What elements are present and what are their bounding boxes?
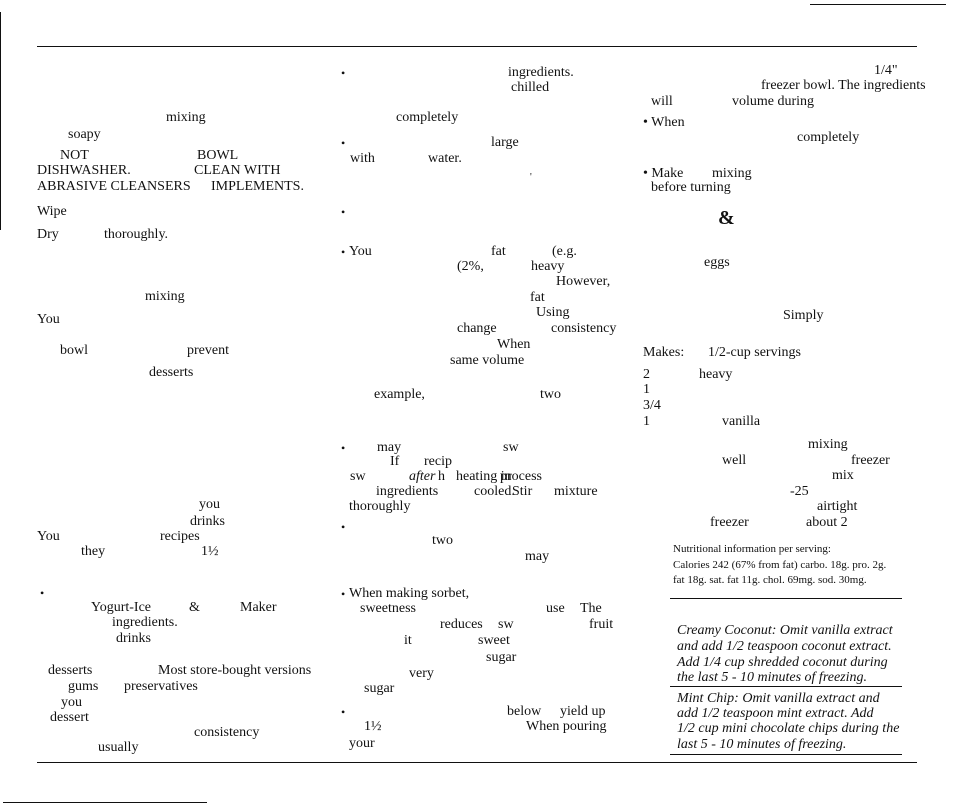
text: mixing (808, 437, 848, 452)
variation-rule-middle (670, 686, 902, 687)
text: well (722, 453, 747, 468)
text: 3/4 (643, 398, 661, 413)
text: you (199, 497, 220, 512)
text: When (497, 337, 531, 352)
text: mixing (166, 110, 206, 125)
text: you (61, 695, 82, 710)
text: 2 (643, 367, 650, 382)
text: ingredients (376, 484, 439, 499)
text: recip (424, 454, 452, 469)
text: fat (491, 244, 506, 259)
variation-rule-top (670, 598, 902, 599)
text: gums (68, 679, 99, 694)
ampersand: & (718, 207, 735, 229)
text: thoroughly. (104, 227, 169, 242)
variation-line: Creamy Coconut: Omit vanilla extract (677, 623, 893, 638)
text: If (390, 454, 400, 469)
text: h (438, 469, 445, 484)
text: may (525, 549, 550, 564)
variation-line: and add 1/2 teaspoon coconut extract. (677, 639, 892, 654)
text: two (540, 387, 561, 402)
text: sugar (486, 650, 517, 665)
text: it (404, 633, 412, 648)
text: dessert (50, 710, 89, 725)
text: consistency (194, 725, 260, 740)
text: sweetness (360, 601, 416, 616)
text: Stir (512, 484, 533, 499)
bullet: • (341, 136, 346, 150)
text: bowl (60, 343, 88, 358)
text: chilled (511, 80, 550, 95)
text: You (37, 529, 60, 544)
top-right-rule (810, 4, 946, 5)
text: they (81, 544, 106, 559)
text: CLEAN WITH (194, 163, 281, 178)
text: fat (530, 290, 545, 305)
variation-rule-bottom (670, 754, 902, 755)
text: before turning (651, 180, 731, 195)
text: example, (374, 387, 425, 402)
text: desserts (149, 365, 194, 380)
header-rule (37, 46, 917, 47)
text: soapy (68, 127, 101, 142)
text: recipes (160, 529, 200, 544)
text: water. (428, 151, 462, 166)
text: preservatives (124, 679, 198, 694)
bullet: • (341, 205, 346, 219)
variation-line: Mint Chip: Omit vanilla extract and (677, 691, 880, 706)
text: airtight (817, 499, 858, 514)
variation-line: last 5 - 10 minutes of freezing. (677, 737, 847, 752)
text: sweet (478, 633, 510, 648)
text: -25 (790, 484, 809, 499)
text: 1½ (201, 544, 219, 559)
text: 1 (643, 382, 650, 397)
text: with (350, 151, 375, 166)
text: You (37, 312, 60, 327)
text: • When (643, 115, 685, 130)
text: Simply (783, 308, 824, 323)
bullet: • (341, 587, 346, 601)
text: Makes: (643, 345, 685, 360)
text: NOT (60, 148, 89, 163)
text: (2%, (457, 259, 484, 274)
text: will (651, 94, 673, 109)
text: large (491, 135, 519, 150)
bullet: • (341, 245, 346, 259)
text: usually (98, 740, 139, 755)
bullet: • (341, 441, 346, 455)
text: fruit (589, 617, 614, 632)
footer-rule (37, 762, 917, 763)
bullet: • (341, 520, 346, 534)
text: may (377, 440, 402, 455)
variation-line: 1/2 cup mini chocolate chips during the (677, 721, 900, 736)
text: cooled. (474, 484, 515, 499)
nutrition-line: Calories 242 (67% from fat) carbo. 18g. pro. 2g. (673, 559, 887, 571)
variation-line: add 1/2 teaspoon mint extract. Add (677, 706, 874, 721)
text: When making sorbet, (349, 586, 470, 601)
text: The (580, 601, 602, 616)
text: heating in (456, 469, 512, 484)
text: BOWL (197, 148, 239, 163)
variation-line: Add 1/4 cup shredded coconut during (677, 655, 888, 670)
text: volume during (732, 94, 815, 109)
bullet: • (341, 66, 346, 80)
text: process (500, 469, 542, 484)
text: freezer (710, 515, 749, 530)
text: Wipe (37, 204, 67, 219)
text: very (409, 666, 434, 681)
text: drinks (190, 514, 225, 529)
text: 1/4" (874, 63, 898, 78)
text: completely (797, 130, 860, 145)
text: 1/2-cup servings (708, 345, 801, 360)
text: mix (832, 468, 854, 483)
text: eggs (704, 255, 730, 270)
text: sw (503, 440, 519, 455)
nutrition-line: fat 18g. sat. fat 11g. chol. 69mg. sod. 30mg. (673, 574, 867, 586)
text: mixture (554, 484, 598, 499)
bullet: • (341, 705, 346, 719)
text: change (457, 321, 497, 336)
text: consistency (551, 321, 617, 336)
text: ABRASIVE CLEANSERS (37, 179, 191, 194)
text: heavy (699, 367, 733, 382)
text: same volume (450, 353, 525, 368)
text: desserts (48, 663, 93, 678)
text: 1 (643, 414, 650, 429)
text: Most store-bought versions (158, 663, 312, 678)
text: (e.g. (552, 244, 577, 259)
text: mixing (712, 166, 752, 181)
text: completely (396, 110, 459, 125)
text: You (349, 244, 372, 259)
text: When pouring (526, 719, 607, 734)
text: drinks (116, 631, 151, 646)
nutrition-heading: Nutritional information per serving: (673, 543, 831, 555)
text: IMPLEMENTS. (211, 179, 304, 194)
text: vanilla (722, 414, 761, 429)
text: ' (530, 172, 532, 183)
text: sugar (364, 681, 395, 696)
text: Using (536, 305, 570, 320)
text: However, (556, 274, 611, 289)
variation-line: the last 5 - 10 minutes of freezing. (677, 670, 868, 685)
bottom-left-rule (3, 802, 207, 803)
text: DISHWASHER. (37, 163, 131, 178)
text: your (349, 736, 375, 751)
text: Maker (240, 600, 277, 615)
text: 1½ (364, 719, 382, 734)
text: Dry (37, 227, 59, 242)
left-margin-line (0, 12, 1, 230)
text: thoroughly (349, 499, 411, 514)
text: prevent (187, 343, 229, 358)
text: reduces (440, 617, 483, 632)
text: • Make (643, 166, 684, 181)
text: yield up (560, 704, 606, 719)
text: heavy (531, 259, 565, 274)
text: sw (350, 469, 366, 484)
text: use (546, 601, 565, 616)
text: after (409, 469, 436, 484)
text: ingredients. (112, 615, 178, 630)
text: sw (498, 617, 514, 632)
text: freezer bowl. The ingredients (761, 78, 926, 93)
text: ingredients. (508, 65, 574, 80)
text: about 2 (806, 515, 848, 530)
text: freezer (851, 453, 890, 468)
text: below (507, 704, 542, 719)
text: Yogurt-Ice (91, 600, 152, 615)
text: & (189, 600, 200, 615)
text: mixing (145, 289, 185, 304)
text: two (432, 533, 453, 548)
bullet: • (40, 586, 45, 600)
